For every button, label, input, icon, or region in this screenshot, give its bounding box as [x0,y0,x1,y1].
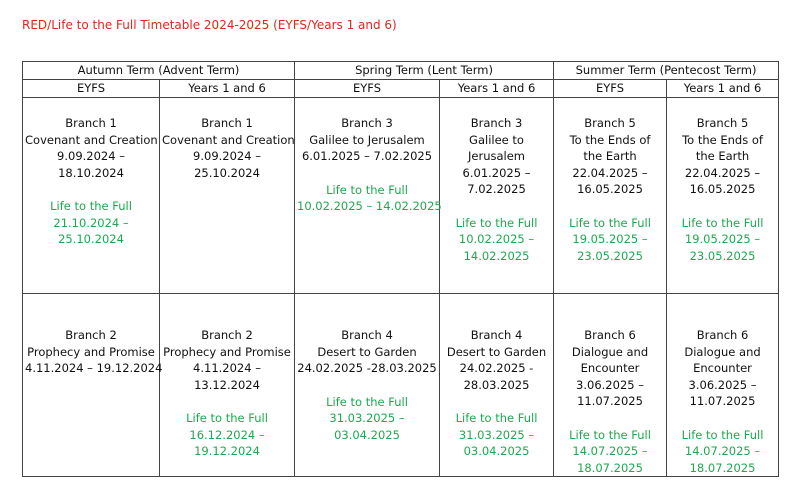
cell-text-line: Galilee to [469,132,524,147]
timetable-row-first-half [23,98,779,294]
cell-text-line: 7.02.2025 [467,182,526,196]
cell-text-line: 6.01.2025 – 7.02.2025 [301,149,433,163]
term-header-row [23,62,779,80]
cell-spacer [556,410,664,427]
cell-text-line: Branch 1 [201,116,253,130]
life-to-full-line: 14.02.2025 [463,248,530,263]
life-to-full-line: 21.10.2024 – [53,215,129,230]
cell-text-line: Branch 4 [341,328,393,342]
life-to-full-line: 19.05.2025 – [572,232,648,246]
timetable-cell [160,294,295,477]
timetable-cell [440,98,554,294]
cell-text-line: Covenant and Creation [25,132,158,147]
cell-text-line: Encounter [693,361,752,375]
cell-text-line: Branch 5 [584,116,636,130]
cell-text-line: Covenant and Creation [162,132,295,147]
cell-text-line: Branch 3 [341,116,393,130]
cell-text-line: the Earth [583,149,637,163]
timetable-cell [23,294,163,477]
cell-text-line: 24.02.2025 -28.03.2025 [297,361,437,375]
life-to-full-line: Life to the Full [50,199,132,213]
cell-text-line: 25.10.2024 [194,165,260,180]
cell-spacer [25,181,157,198]
group-header-spring-eyfs: EYFS [295,80,440,98]
life-to-full-line: 23.05.2025 [689,248,756,263]
cell-text-line: the Earth [695,149,750,163]
cell-text-line: 22.04.2025 – [684,165,761,180]
cell-text-line: 6.01.2025 – [462,165,531,180]
cell-text-line: Branch 3 [470,116,523,130]
cell-text-line: To the Ends of [569,132,651,147]
timetable-row-second-half [23,294,779,477]
cell-spacer [669,410,776,427]
cell-text-line: 13.12.2024 [194,377,260,392]
cell-spacer [442,198,551,215]
group-header-spring-years: Years 1 and 6 [440,80,554,98]
cell-text-line: 16.05.2025 [577,182,643,196]
timetable-cell [667,294,779,477]
life-to-full-line: Life to the Full [569,427,651,442]
cell-text-line: Branch 6 [696,328,749,342]
cell-text-line: 9.09.2024 – [193,149,261,163]
cell-text-line: Encounter [580,361,640,375]
cell-text-line: Prophecy and Promise [163,344,291,359]
cell-text-line: 9.09.2024 – [57,149,125,163]
group-header-autumn-years: Years 1 and 6 [160,80,295,98]
life-to-full-line: 18.07.2025 [689,460,756,475]
timetable-cell [554,98,667,294]
life-to-full-line: 31.03.2025 – [329,411,405,425]
timetable-cell [295,98,440,294]
life-to-full-line: 19.12.2024 [194,444,260,458]
life-to-full-line: Life to the Full [681,215,764,230]
cell-spacer [442,393,551,410]
group-header-autumn-eyfs: EYFS [23,80,160,98]
timetable-cell [440,294,554,477]
life-to-full-line: 10.02.2025 – [458,232,535,246]
cell-text-line: 16.05.2025 [689,182,756,196]
cell-text-line: Branch 1 [65,116,117,130]
cell-text-line: Desert to Garden [317,344,417,359]
cell-text-line: 22.04.2025 – [572,165,648,180]
group-header-summer-years: Years 1 and 6 [667,80,779,98]
timetable-cell [160,98,295,294]
life-to-full-line: 25.10.2024 [58,232,124,246]
cell-text-line: Dialogue and [571,344,649,359]
cell-text-line: Jerusalem [468,149,525,163]
cell-text-line: Prophecy and Promise [27,344,155,359]
cell-text-line: 24.02.2025 - [459,361,534,375]
life-to-full-line: 31.03.2025 – [458,427,535,442]
cell-text-line: Branch 4 [470,328,523,342]
cell-text-line: Branch 5 [696,116,749,130]
cell-spacer [162,393,292,410]
timetable [22,61,779,477]
life-to-full-line: 16.12.2024 – [189,427,265,442]
life-to-full-line: Life to the Full [569,215,651,230]
cell-text-line: 11.07.2025 [689,394,756,408]
life-to-full-line: 03.04.2025 [463,444,530,458]
life-to-full-line: Life to the Full [326,394,408,409]
group-header-summer-eyfs: EYFS [554,80,667,98]
term-summer: Summer Term (Pentecost Term) [554,62,779,80]
life-to-full-line: 18.07.2025 [577,460,643,475]
cell-text-line: 4.11.2024 – [193,361,261,375]
cell-text-line: Branch 2 [201,328,253,342]
life-to-full-line: 23.05.2025 [577,248,643,263]
life-to-full-line: Life to the Full [681,427,764,442]
cell-text-line: 18.10.2024 [58,165,124,180]
cell-spacer [556,198,664,215]
cell-text-line: 4.11.2024 – 19.12.2024 [25,361,163,375]
timetable-cell [554,294,667,477]
cell-text-line: Branch 2 [65,328,117,342]
life-to-full-line: 03.04.2025 [334,427,400,442]
cell-text-line: 3.06.2025 – [688,377,757,392]
life-to-full-line: 10.02.2025 – 14.02.2025 [297,199,442,213]
cell-text-line: To the Ends of [682,132,763,147]
cell-spacer [669,198,776,215]
cell-text-line: 3.06.2025 – [576,377,644,392]
cell-text-line: Dialogue and [684,344,761,359]
life-to-full-line: Life to the Full [326,182,408,197]
cell-text-line: Desert to Garden [446,344,547,359]
timetable-cell [667,98,779,294]
timetable-cell [23,98,160,294]
cell-spacer [297,165,437,182]
cell-text-line: Galilee to Jerusalem [309,132,425,147]
cell-text-line: 11.07.2025 [577,394,643,408]
life-to-full-line: Life to the Full [455,215,538,230]
life-to-full-line: Life to the Full [455,411,538,425]
cell-text-line: 28.03.2025 [463,377,530,392]
life-to-full-line: Life to the Full [186,411,268,425]
life-to-full-line: 19.05.2025 – [684,232,761,246]
life-to-full-line: 14.07.2025 – [572,444,648,458]
cell-text-line: Branch 6 [584,328,636,342]
term-autumn: Autumn Term (Advent Term) [23,62,295,80]
group-header-row [23,80,779,98]
timetable-cell [295,294,440,477]
document-title: RED/Life to the Full Timetable 2024-2025 (EYFS/Years 1 and 6) [22,18,397,32]
cell-spacer [297,377,437,394]
life-to-full-line: 14.07.2025 – [684,444,761,458]
term-spring: Spring Term (Lent Term) [295,62,554,80]
